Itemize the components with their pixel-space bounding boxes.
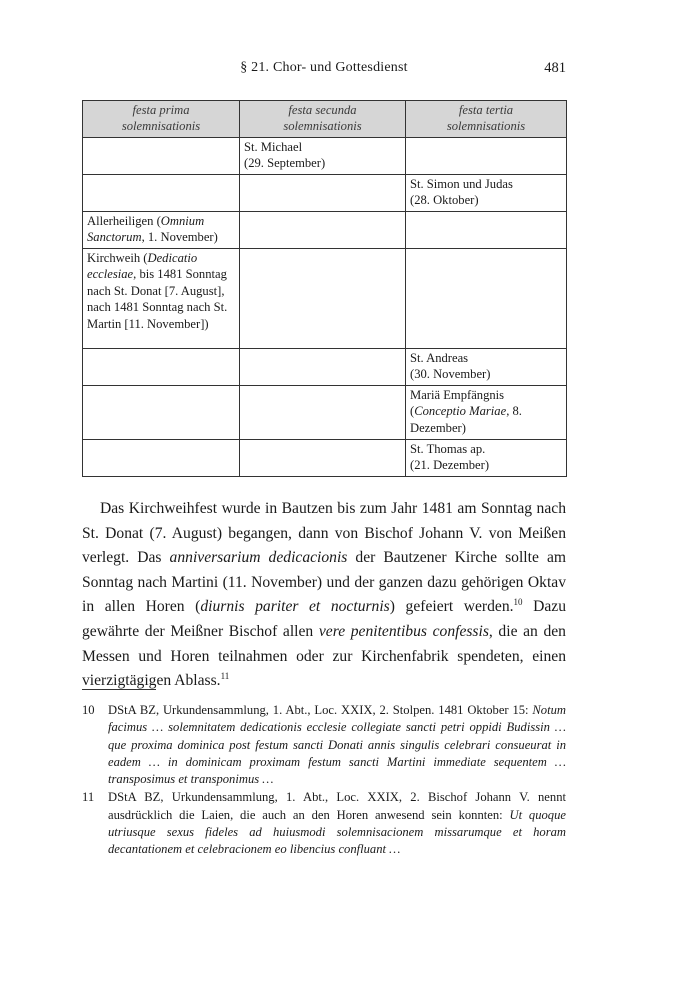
paragraph-italic: anniversarium dedicacionis: [169, 549, 348, 567]
table-cell: [240, 212, 406, 249]
table-cell: [240, 138, 406, 175]
running-head: [82, 60, 566, 84]
table-cell: [406, 386, 567, 440]
table-cell: [240, 249, 406, 349]
paragraph-text: ) gefeiert werden.: [389, 598, 514, 616]
cell-text: St. Simon und Judas: [410, 177, 513, 191]
cell-text: Allerheiligen (: [87, 214, 161, 228]
paragraph-italic: vere penitentibus confessis: [318, 622, 489, 640]
table-cell: [240, 349, 406, 386]
cell-text-italic: Omnium Sanctorum: [87, 214, 205, 245]
column-header-line: solemnisationis: [446, 119, 526, 134]
table-cell: [83, 440, 240, 477]
cell-text: , bis 1481 Sonntag nach St. Donat [7. August], nach 1481 Sonntag nach St. Martin [11. November]): [87, 267, 228, 331]
paragraph-text: der Bautzener Kirche sollte am Sonntag nach Martini (11. November) und der ganzen dazu gehörigen Oktav in allen Horen (: [82, 549, 566, 616]
cell-text: Mariä Empfängnis (: [410, 388, 505, 419]
footnote-text: DStA BZ, Urkundensammlung, 1. Abt., Loc. XXIX, 2. Bischof Johann V. nennt ausdrücklich die Laien, die auch an den Horen anwesend sein konnten:: [108, 790, 566, 822]
table-cell: [240, 440, 406, 477]
cell-text: (21. Dezember): [410, 458, 490, 473]
footnote-quote: Notum facimus … solemnitatem dedicationis ecclesie collegiate sancti petri oppidi Budissin … que proxima dominica post festum sancti Donati annis singulis celebrari consueurat in eadem … in dominicam proximam festum sancti Martini immediate sequentem … transposimus et transponimus …: [108, 703, 566, 787]
footnote-quote: Ut quoque utriusque sexus fideles ad huiusmodi solemnisacionem missarumque et horam decantationem et celebracionem eo libencius confluant …: [108, 807, 566, 857]
table-cell: [406, 349, 567, 386]
footnote-reference-11[interactable]: 11: [220, 671, 230, 682]
column-header-line: festa tertia: [458, 103, 514, 117]
cell-text: (30. November): [410, 367, 491, 382]
table-cell: [83, 138, 240, 175]
column-header-festa-secunda: [240, 101, 406, 138]
column-header-line: solemnisationis: [121, 119, 201, 134]
footnotes: [82, 702, 566, 860]
paragraph-italic: diurnis pariter et nocturnis: [200, 598, 390, 616]
column-header-line: festa secunda: [288, 103, 357, 117]
table-cell: [83, 175, 240, 212]
column-header-line: festa prima: [132, 103, 190, 117]
table-cell: [83, 212, 240, 249]
footnote-number: 11: [82, 790, 95, 805]
cell-text: (29. September): [244, 156, 326, 171]
paragraph-text: , die an den Messen und Horen teilnahmen oder zur Kirchenfabrik spendeten, einen vierzigtägigen Ablass.: [82, 622, 566, 690]
cell-text: St. Michael: [244, 140, 303, 154]
table-row: [83, 249, 567, 349]
footnote-text: DStA BZ, Urkundensammlung, 1. Abt., Loc. XXIX, 2. Stolpen. 1481 Oktober 15:: [108, 703, 533, 717]
table-cell: [240, 175, 406, 212]
table-body: [83, 138, 567, 477]
body-paragraph: [82, 497, 566, 694]
column-header-festa-prima: [83, 101, 240, 138]
table-cell: [406, 440, 567, 477]
cell-text-italic: Conceptio Mariae: [414, 404, 507, 419]
cell-text: (28. Oktober): [410, 193, 479, 208]
cell-text-italic: Dedicatio ecclesiae: [87, 251, 198, 282]
table-cell: [406, 138, 567, 175]
column-header-line: solemnisationis: [283, 119, 362, 134]
table-cell: [406, 212, 567, 249]
table-row: [83, 386, 567, 440]
footnote-reference-10[interactable]: 10: [513, 597, 523, 608]
table-header-row: [83, 101, 567, 138]
column-header-festa-tertia: [406, 101, 567, 138]
page-number: 481: [544, 60, 566, 76]
feast-table: [82, 100, 567, 477]
table-row: [83, 138, 567, 175]
footnote-11: [82, 789, 566, 858]
cell-text: , 8. Dezember): [410, 404, 522, 435]
running-title: § 21. Chor- und Gottesdienst: [240, 60, 408, 75]
paragraph-text: Das Kirchweihfest wurde in Bautzen bis zum Jahr 1481 am Sonntag nach St. Donat (7. August) begangen, dann von Bischof Johann V. von Meißen verlegt. Das: [82, 500, 566, 567]
table-cell: [406, 249, 567, 349]
table-cell: [83, 349, 240, 386]
paragraph-text: Dazu gewährte der Meißner Bischof allen: [82, 598, 567, 640]
cell-text: Kirchweih (: [87, 251, 148, 265]
table-row: [83, 349, 567, 386]
footnote-10: [82, 702, 566, 788]
table-row: [83, 175, 567, 212]
footnote-number: 10: [82, 703, 95, 717]
cell-text: St. Thomas ap.: [410, 442, 486, 456]
table-cell: [240, 386, 406, 440]
table-cell: [83, 249, 240, 349]
table-row: [83, 440, 567, 477]
table-cell: [83, 386, 240, 440]
table-row: [83, 212, 567, 249]
table-cell: [406, 175, 567, 212]
cell-text: , 1. November): [141, 230, 218, 245]
footnote-divider: [82, 689, 156, 690]
cell-text: St. Andreas: [410, 351, 469, 365]
